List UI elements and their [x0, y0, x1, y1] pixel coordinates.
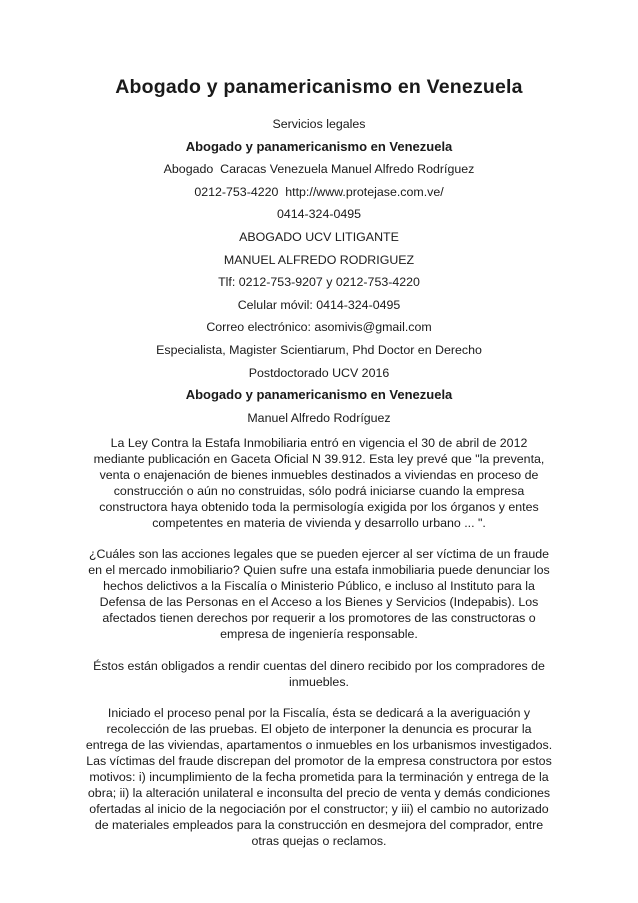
- header-line-email: Correo electrónico: asomivis@gmail.com: [206, 320, 432, 335]
- header-line-mobile: 0414-324-0495: [276, 207, 362, 222]
- document-body: [85, 436, 553, 865]
- header-line-credentials: Especialista, Magister Scientiarum, Phd Doctor en Derecho: [156, 342, 482, 357]
- body-paragraph: Iniciado el proceso penal por la Fiscalía, ésta se dedicará a la averiguación y recolección de las pruebas. El objeto de interponer la denuncia es procurar la entrega de las viviendas, apartamentos o inmuebles en los urbanismos investigados. Las víctimas del fraude discrepan del promotor de la empresa constructora por estos motivos: i) incumplimiento de la fecha prometida para la terminación y entrega de la obra; ii) la alteración unilateral e inconsulta del precio de venta y demás condiciones ofertadas al inicio de la negociación por el constructor; y iii) el cambio no autorizado de materiales empleados para la construcción en desmejora del comprador, entre otras quejas o reclamos.: [85, 706, 553, 848]
- header-line-author-name: Manuel Alfredo Rodríguez: [247, 410, 391, 425]
- header-line-subtitle: Abogado y panamericanismo en Venezuela: [185, 138, 453, 154]
- document-title: Abogado y panamericanismo en Venezuela: [115, 76, 523, 98]
- header-line-phone-web: 0212-753-4220 http://www.protejase.com.ve/: [194, 184, 444, 199]
- header-line-cell: Celular móvil: 0414-324-0495: [237, 297, 401, 312]
- header-line-services: Servicios legales: [272, 117, 366, 131]
- header-block: [0, 113, 638, 429]
- header-line-name: MANUEL ALFREDO RODRIGUEZ: [223, 252, 415, 267]
- header-line-author: Abogado Caracas Venezuela Manuel Alfredo Rodríguez: [163, 162, 475, 177]
- header-line-subtitle-2: Abogado y panamericanismo en Venezuela: [185, 387, 453, 403]
- header-line-profession: ABOGADO UCV LITIGANTE: [239, 229, 399, 244]
- body-paragraph: La Ley Contra la Estafa Inmobiliaria entró en vigencia el 30 de abril de 2012 mediante publicación en Gaceta Oficial N 39.912. Esta ley prevé que "la preventa, venta o enajenación de bienes inmuebles destinados a viviendas en proceso de construcción o aún no construidas, sólo podrá iniciarse cuando la empresa constructora haya obtenido toda la permisología exigida por los órganos y entes competentes en materia de vivienda y desarrollo urbano ... ".: [93, 436, 545, 530]
- body-paragraph: Éstos están obligados a rendir cuentas del dinero recibido por los compradores de inmuebles.: [93, 658, 545, 689]
- body-paragraph: ¿Cuáles son las acciones legales que se pueden ejercer al ser víctima de un fraude en el mercado inmobiliario? Quien sufre una estafa inmobiliaria puede denunciar los hechos delictivos a la Fiscalía o Ministerio Público, e incluso al Instituto para la Defensa de las Personas en el Acceso a los Bienes y Servicios (Indepabis). Los afectados tienen derechos por requerir a los promotores de las constructoras o empresa de ingeniería responsable.: [88, 547, 550, 641]
- header-line-phones: Tlf: 0212-753-9207 y 0212-753-4220: [218, 275, 420, 290]
- header-line-postdoc: Postdoctorado UCV 2016: [248, 365, 390, 380]
